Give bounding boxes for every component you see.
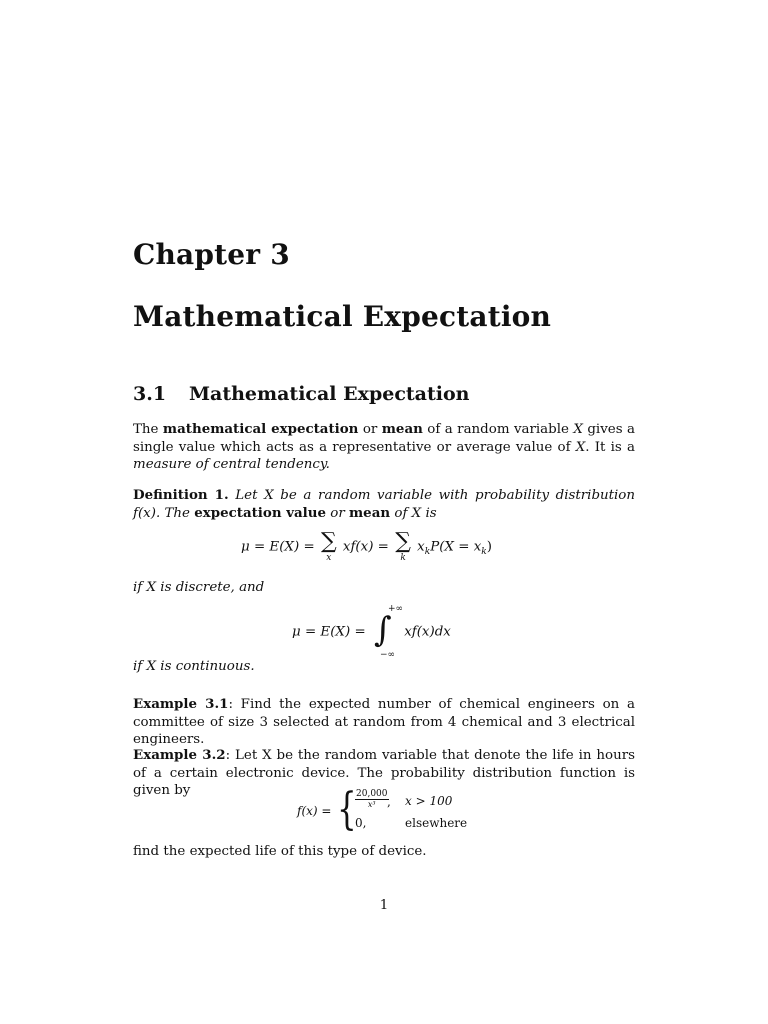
fraction-numerator: 20,000 xyxy=(356,789,388,799)
eq1-term: xf(x) = xyxy=(342,539,389,555)
intro-text: . It is a xyxy=(585,439,636,455)
intro-italic: measure of central tendency. xyxy=(133,457,330,472)
final-sentence: find the expected life of this type of device. xyxy=(133,844,427,859)
intro-text: or xyxy=(358,422,382,437)
piecewise-comma: , xyxy=(387,795,391,809)
var-x: X xyxy=(573,422,583,437)
eq1-lhs: μ = E(X) = xyxy=(241,539,315,555)
example-text: : Find the expected number of chemical engineers on a committee of size 3 selected at random from 4 chemical and 3 electrical engineers. xyxy=(133,697,635,747)
eq1-subscript: k xyxy=(481,547,487,558)
integral-lower-limit: −∞ xyxy=(379,650,395,660)
term-mean: mean xyxy=(349,504,391,521)
if-discrete-text: if X is discrete, and xyxy=(133,580,265,595)
integral-upper-limit: +∞ xyxy=(387,604,403,614)
sum-index: x xyxy=(326,553,332,563)
eq1-term: P(X = x xyxy=(430,539,482,555)
eq2-integrand: xf(x)dx xyxy=(404,624,451,640)
term-mathematical-expectation: mathematical expectation xyxy=(162,421,359,437)
example-label: Example 3.1 xyxy=(133,696,229,712)
fraction-denominator: x³ xyxy=(367,800,376,809)
if-continuous-text: if X is continuous. xyxy=(133,659,255,674)
term-expectation-value: expectation value xyxy=(194,504,327,521)
integral-glyph: ∫ xyxy=(373,610,392,650)
eq2-lhs: μ = E(X) = xyxy=(292,624,366,640)
section-title: Mathematical Expectation xyxy=(189,383,470,405)
chapter-title: Mathematical Expectation xyxy=(133,300,552,333)
definition-text: or xyxy=(326,505,350,521)
sum-symbol xyxy=(395,531,411,563)
example-text: : Let X be the random variable that denote the life in hours of a certain electronic device. The probability distribution function is given by xyxy=(133,748,636,798)
page-number: 1 xyxy=(379,898,389,913)
integral-symbol xyxy=(370,604,403,660)
example-3-1 xyxy=(133,696,635,749)
definition-label: Definition 1. xyxy=(133,487,229,503)
definition-text: Let X be a random variable with probability distribution f(x). The xyxy=(133,488,635,521)
intro-text: The xyxy=(133,422,163,437)
intro-text: of a random variable xyxy=(422,422,574,437)
definition-paragraph xyxy=(133,487,635,522)
eq1-term: x xyxy=(417,539,425,555)
piecewise-fraction xyxy=(355,789,389,809)
left-brace: { xyxy=(337,784,357,835)
piecewise-value-2: 0, xyxy=(355,816,367,830)
sigma-glyph: ∑ xyxy=(320,529,337,554)
section-heading xyxy=(133,383,635,405)
eq1-term: ) xyxy=(486,539,492,555)
sum-index: k xyxy=(400,553,406,563)
sum-symbol xyxy=(321,531,337,563)
section-number: 3.1 xyxy=(133,383,167,405)
piecewise-condition-1: x > 100 xyxy=(405,794,453,808)
example-label: Example 3.2 xyxy=(133,747,226,763)
piecewise-condition-2: elsewhere xyxy=(405,816,468,830)
var-x: X xyxy=(575,439,586,455)
term-mean: mean xyxy=(381,421,423,437)
intro-paragraph xyxy=(133,421,635,474)
expectation-continuous-equation xyxy=(292,604,451,660)
intro-text: gives a single value which acts as a representative or average value of xyxy=(133,422,635,455)
definition-text: of X is xyxy=(390,505,437,521)
eq1-subscript: k xyxy=(424,547,431,558)
chapter-label: Chapter 3 xyxy=(133,238,290,271)
piecewise-lhs: f(x) = xyxy=(297,804,332,818)
sigma-glyph: ∑ xyxy=(395,529,411,554)
expectation-discrete-equation xyxy=(241,531,492,563)
